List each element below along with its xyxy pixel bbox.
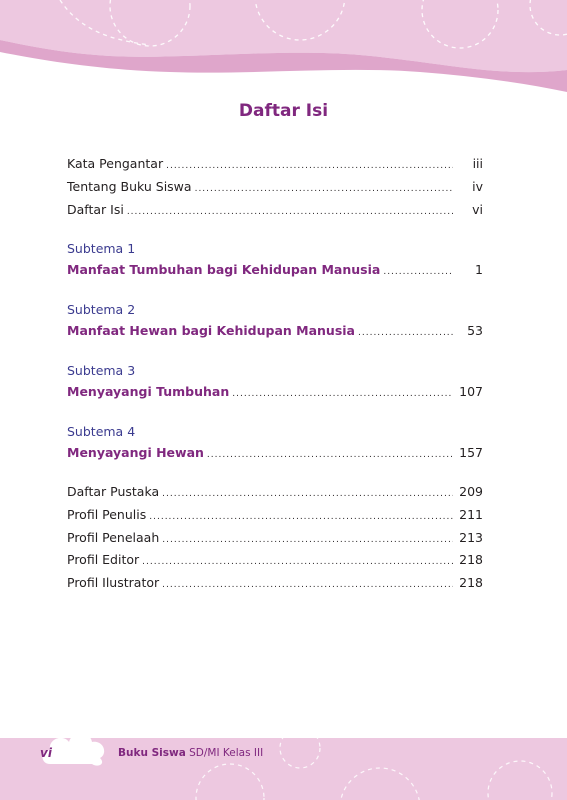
book-label (118, 747, 263, 759)
dot-leader (162, 580, 453, 590)
toc-entry[interactable] (67, 530, 483, 550)
dot-leader (383, 267, 453, 277)
toc-entry-page: 213 (459, 530, 483, 545)
toc-entry[interactable] (67, 575, 483, 595)
toc-entry-label: Menyayangi Hewan (67, 445, 204, 460)
header-wave-decoration (0, 0, 567, 92)
toc-entry[interactable] (67, 156, 483, 176)
toc-entry-label: Daftar Pustaka (67, 484, 160, 499)
toc-entry-page: 1 (475, 262, 483, 277)
toc-entry[interactable] (67, 484, 483, 504)
footer (0, 738, 567, 772)
toc-entry[interactable] (67, 262, 483, 282)
dot-leader (207, 450, 453, 460)
dot-leader (142, 557, 453, 567)
toc-entry-label: Profil Editor (67, 552, 140, 567)
page-number: vi (40, 746, 52, 760)
toc-entry[interactable] (67, 323, 483, 343)
toc-entry-label: Manfaat Tumbuhan bagi Kehidupan Manusia (67, 262, 381, 277)
subtema-heading: Subtema 3 (67, 363, 136, 378)
toc-entry[interactable] (67, 552, 483, 572)
toc-entry[interactable] (67, 384, 483, 404)
toc-entry-page: 211 (459, 507, 483, 522)
toc-entry-page: 53 (467, 323, 483, 338)
dot-leader (149, 512, 453, 522)
toc-entry-label: Profil Ilustrator (67, 575, 160, 590)
toc-entry-label: Manfaat Hewan bagi Kehidupan Manusia (67, 323, 355, 338)
toc-entry-label: Menyayangi Tumbuhan (67, 384, 230, 399)
dot-leader (358, 328, 453, 338)
book-label-bold: Buku Siswa (118, 747, 186, 759)
toc-entry-label: Tentang Buku Siswa (67, 179, 192, 194)
toc-entry-page: iii (472, 156, 483, 171)
toc-entry-page: 157 (459, 445, 483, 460)
toc-entry[interactable] (67, 445, 483, 465)
toc-entry-page: 218 (459, 552, 483, 567)
page-title: Daftar Isi (238, 101, 329, 121)
dot-leader (162, 535, 453, 545)
toc-entry-page: 218 (459, 575, 483, 590)
dot-leader (232, 389, 453, 399)
toc-entry-label: Profil Penulis (67, 507, 147, 522)
toc-entry-page: vi (472, 202, 483, 217)
toc-entry[interactable] (67, 202, 483, 222)
toc-entry-label: Daftar Isi (67, 202, 124, 217)
toc-entry-page: 209 (459, 484, 483, 499)
toc-entry[interactable] (67, 179, 483, 199)
toc-entry-label: Profil Penelaah (67, 530, 160, 545)
toc-entry-page: iv (472, 179, 483, 194)
toc-entry-label: Kata Pengantar (67, 156, 164, 171)
subtema-heading: Subtema 4 (67, 424, 136, 439)
book-label-rest: SD/MI Kelas III (185, 747, 264, 759)
dot-leader (127, 207, 453, 217)
subtema-heading: Subtema 2 (67, 302, 136, 317)
dot-leader (195, 184, 453, 194)
subtema-heading: Subtema 1 (67, 241, 136, 256)
toc-entry-page: 107 (459, 384, 483, 399)
dot-leader (166, 161, 453, 171)
dot-leader (162, 489, 453, 499)
toc-entry[interactable] (67, 507, 483, 527)
